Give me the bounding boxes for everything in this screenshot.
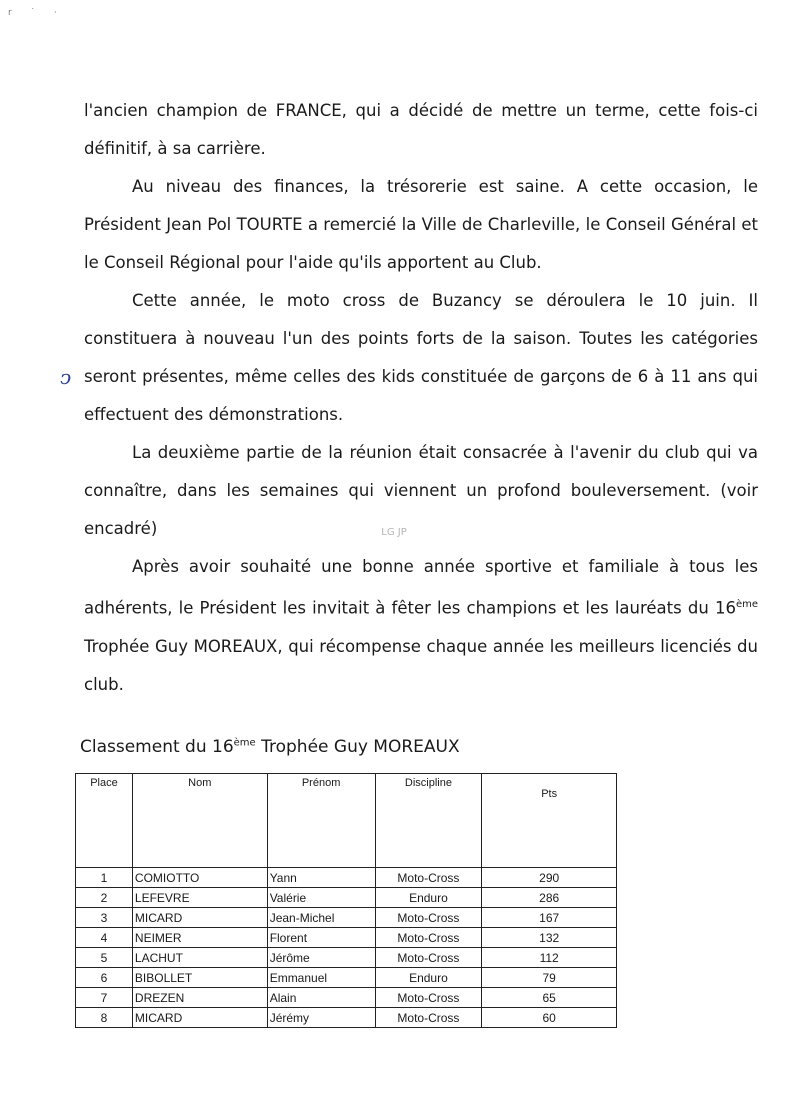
cell-nom: COMIOTTO [132, 868, 267, 888]
cell-place: 8 [76, 1008, 133, 1028]
cell-discipline: Moto-Cross [375, 868, 482, 888]
cell-prenom: Jérôme [267, 948, 375, 968]
scan-corner-marks: r ˙ · [8, 8, 65, 18]
cell-discipline: Moto-Cross [375, 988, 482, 1008]
cell-discipline: Moto-Cross [375, 1008, 482, 1028]
table-title-text-end: Trophée Guy MOREAUX [255, 737, 460, 757]
table-row [76, 948, 617, 968]
cell-prenom: Jérémy [267, 1008, 375, 1028]
cell-prenom: Valérie [267, 888, 375, 908]
paragraph-avenir: La deuxième partie de la réunion était consacrée à l'avenir du club qui va connaître, dans les semaines qui viennent un profond bouleversement. (voir encadré) [84, 443, 758, 538]
table-row [76, 888, 617, 908]
cell-discipline: Enduro [375, 888, 482, 908]
table-row [76, 1008, 617, 1028]
table-row [76, 908, 617, 928]
paragraph-trophee-text-end: Trophée Guy MOREAUX, qui récompense chaque année les meilleurs licenciés du club. [84, 636, 758, 694]
table-row [76, 928, 617, 948]
table-title-text: Classement du 16 [80, 737, 234, 757]
cell-nom: LACHUT [132, 948, 267, 968]
cell-pts: 286 [482, 888, 617, 908]
cell-place: 1 [76, 868, 133, 888]
header-pts: Pts [482, 774, 617, 868]
header-place: Place [76, 774, 133, 868]
cell-nom: NEIMER [132, 928, 267, 948]
cell-discipline: Moto-Cross [375, 948, 482, 968]
cell-place: 2 [76, 888, 133, 908]
paragraph-trophee-text: Après avoir souhaité une bonne année sportive et familiale à tous les adhérents, le Président les invitait à fêter les champions et les lauréats du 16 [84, 557, 758, 618]
cell-discipline: Moto-Cross [375, 908, 482, 928]
cell-prenom: Emmanuel [267, 968, 375, 988]
paragraph-1: l'ancien champion de FRANCE, qui a décidé de mettre un terme, cette fois-ci définitif, à sa carrière. [84, 101, 758, 158]
cell-place: 7 [76, 988, 133, 1008]
cell-pts: 112 [482, 948, 617, 968]
cell-prenom: Alain [267, 988, 375, 1008]
classement-table [75, 773, 617, 1028]
cell-nom: MICARD [132, 908, 267, 928]
cell-discipline: Moto-Cross [375, 928, 482, 948]
cell-place: 6 [76, 968, 133, 988]
header-nom: Nom [132, 774, 267, 868]
cell-place: 4 [76, 928, 133, 948]
cell-pts: 167 [482, 908, 617, 928]
cell-prenom: Florent [267, 928, 375, 948]
cell-discipline: Enduro [375, 968, 482, 988]
cell-pts: 132 [482, 928, 617, 948]
handwritten-margin-mark: ↄ [60, 365, 72, 389]
cell-prenom: Jean-Michel [267, 908, 375, 928]
paragraph-motocross: Cette année, le moto cross de Buzancy se déroulera le 10 juin. Il constituera à nouveau l'un des points forts de la saison. Toutes les catégories seront présentes, même celles des kids constituée de garçons de 6 à 11 ans qui effectuent des démonstrations. [84, 291, 758, 424]
table-header-row [76, 774, 617, 868]
watermark-stamp: LG JP [381, 527, 407, 538]
table-row [76, 868, 617, 888]
table-title [80, 737, 460, 757]
cell-nom: LEFEVRE [132, 888, 267, 908]
cell-pts: 290 [482, 868, 617, 888]
paragraph-finances: Au niveau des finances, la trésorerie est saine. A cette occasion, le Président Jean Pol TOURTE a remercié la Ville de Charleville, le Conseil Général et le Conseil Régional pour l'aide qu'ils apportent au Club. [84, 177, 758, 272]
table-row [76, 968, 617, 988]
cell-pts: 60 [482, 1008, 617, 1028]
paragraph-trophee [84, 548, 758, 704]
superscript: ème [735, 599, 758, 610]
cell-place: 5 [76, 948, 133, 968]
cell-pts: 65 [482, 988, 617, 1008]
cell-pts: 79 [482, 968, 617, 988]
cell-prenom: Yann [267, 868, 375, 888]
cell-nom: BIBOLLET [132, 968, 267, 988]
header-prenom: Prénom [267, 774, 375, 868]
cell-place: 3 [76, 908, 133, 928]
cell-nom: MICARD [132, 1008, 267, 1028]
table-row [76, 988, 617, 1008]
header-discipline: Discipline [375, 774, 482, 868]
cell-nom: DREZEN [132, 988, 267, 1008]
table-title-superscript: ème [233, 737, 256, 749]
